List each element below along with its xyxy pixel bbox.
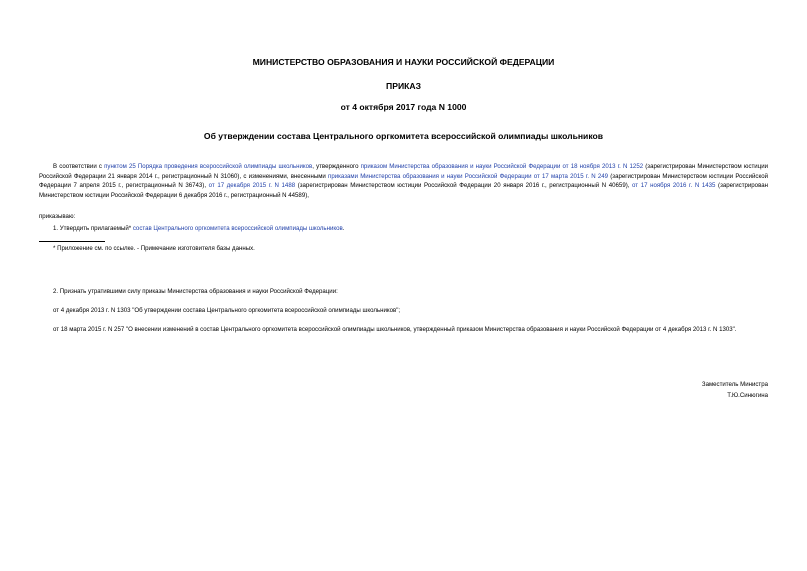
item-2-intro: 2. Признать утратившими силу приказы Министерства образования и науки Российской Федерации: [53, 288, 338, 295]
document-type: ПРИКАЗ [386, 81, 421, 91]
link-order-1435[interactable]: от 17 ноября 2016 г. N 1435 [632, 182, 716, 190]
item-1-text: 1. Утвердить прилагаемый* [53, 225, 133, 232]
ministry-heading: МИНИСТЕРСТВО ОБРАЗОВАНИЯ И НАУКИ РОССИЙСКОЙ ФЕДЕРАЦИИ [252, 57, 555, 67]
item-2-sub-1: от 4 декабря 2013 г. N 1303 "Об утверждении состава Центрального оргкомитета всероссийской олимпиады школьников"; [53, 307, 401, 314]
link-order-1488[interactable]: от 17 декабря 2015 г. N 1488 [208, 182, 296, 190]
preamble-paragraph [39, 162, 768, 200]
order-word: приказываю: [39, 213, 76, 220]
document-title: Об утверждении состава Центрального оргкомитета всероссийской олимпиады школьников [203, 131, 604, 141]
link-olympiad-procedure-clause[interactable]: пунктом 25 Порядка проведения всероссийской олимпиады школьников [104, 163, 313, 170]
preamble-text: (зарегистрирован Министерством юстиции Российской Федерации 21 января 2014 г., регистрационный N 31060), с изменениями, внесенными [39, 163, 769, 180]
link-committee-composition[interactable]: состав Центрального оргкомитета всероссийской олимпиады школьников [132, 225, 343, 232]
preamble-text: (зарегистрирован Министерством юстиции Российской Федерации 20 января 2016 г., регистрационный N 40659), [295, 182, 633, 190]
link-order-1252[interactable]: приказом Министерства образования и науки Российской Федерации от 18 ноября 2013 г. N 1252 [360, 163, 644, 170]
signature-name: Т.Ю.Синюгина [727, 392, 768, 399]
item-1-end: . [342, 225, 345, 232]
preamble-text: (зарегистрирован Министерством юстиции Российской Федерации 6 декабря 2016 г., регистрационный N 44589), [39, 182, 768, 199]
preamble-text: В соответствии с [53, 163, 105, 170]
footnote: * Приложение см. по ссылке. - Примечание изготовителя базы данных. [53, 245, 255, 252]
signature-position: Заместитель Министра [701, 381, 768, 388]
document-page [39, 0, 768, 571]
preamble-text: (зарегистрирован Министерством юстиции Российской Федерации 7 апреля 2015 г., регистрационный N 36743), [39, 172, 768, 190]
link-order-249[interactable]: приказами Министерства образования и науки Российской Федерации от 17 марта 2015 г. N 249 [328, 172, 609, 180]
item-2-sub-2: от 18 марта 2015 г. N 257 "О внесении изменений в состав Центрального оргкомитета всероссийской олимпиады школьников, утвержденный приказом Министерства образования и науки Российской Федерации от 4 декабря 2013 г. N 1303". [53, 326, 737, 333]
footnote-separator [39, 241, 105, 242]
item-1 [39, 224, 768, 234]
preamble-text: , утвержденного [312, 163, 361, 170]
document-date-number: от 4 октября 2017 года N 1000 [340, 102, 467, 112]
